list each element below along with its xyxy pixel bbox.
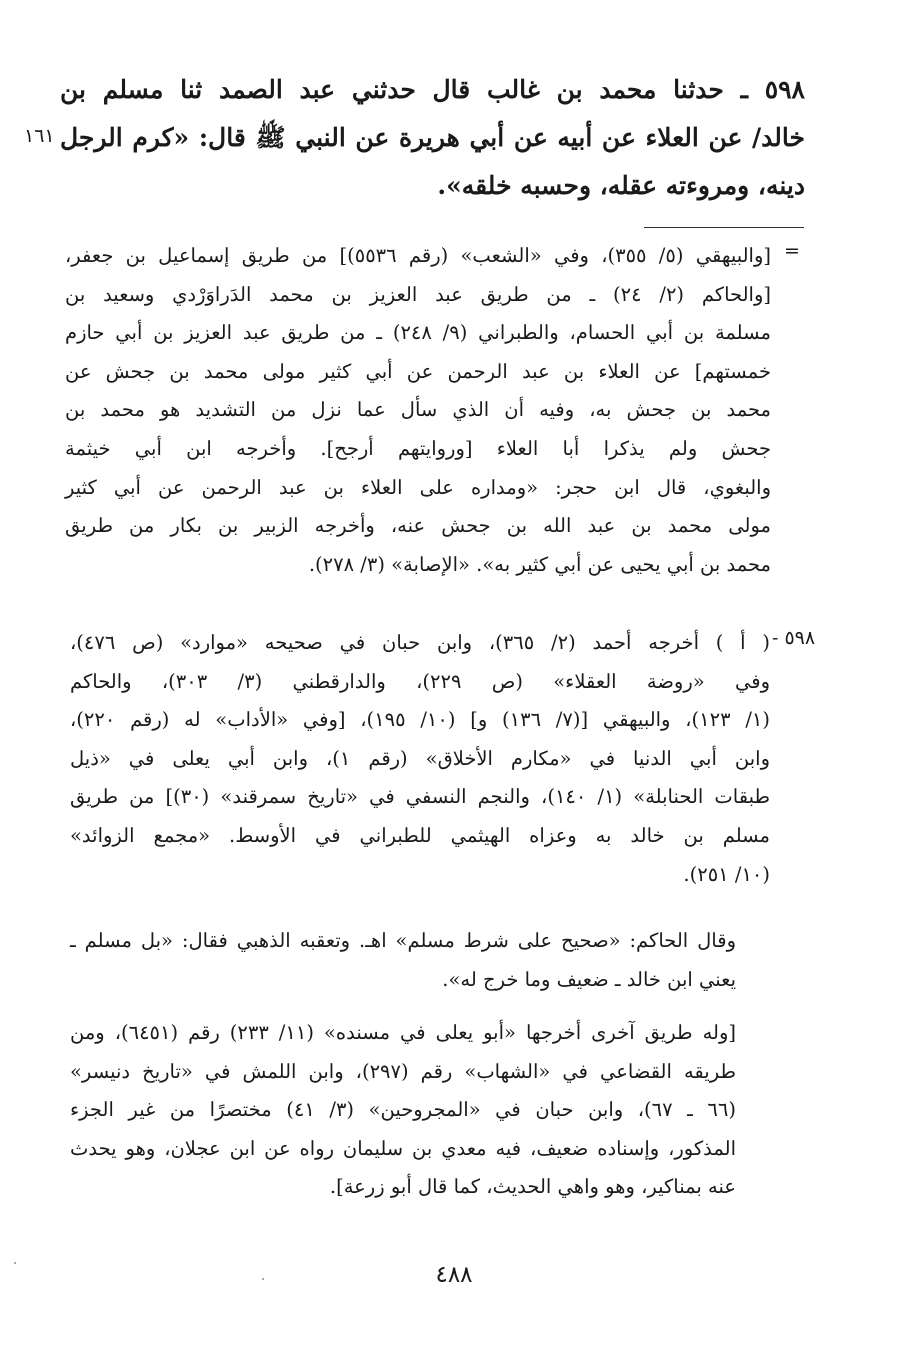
footnote-line: وابن أبي الدنيا في «مكارم الأخلاق» (رقم ١)، وابن أبي يعلى في «ذيل: [70, 746, 770, 770]
footnote-line: وفي «روضة العقلاء» (ص ٢٢٩)، والدارقطني (٣/ ٣٠٣)، والحاكم: [70, 669, 770, 693]
footnote-number: ٥٩٨ -: [772, 627, 816, 649]
hadith-line: خالد/ عن العلاء عن أبيه عن أبي هريرة عن النبي ﷺ قال: «كرم الرجل: [60, 123, 805, 152]
scan-speck: [262, 1278, 264, 1280]
footnote-line: مولى محمد بن عبد الله بن جحش عنه، وأخرجه الزبير بن بكار من طريق: [65, 514, 771, 538]
footnote-line: (١٠/ ٢٥١).: [683, 862, 770, 886]
footnote-separator: [644, 227, 804, 228]
footnote-line: طبقات الحنابلة» (١/ ١٤٠)، والنجم النسفي في «تاريخ سمرقند» (٣٠)] من طريق: [70, 785, 770, 809]
footnote-line: [وله طريق آخرى أخرجها «أبو يعلى في مسنده» (١١/ ٢٣٣) رقم (٦٤٥١)، ومن: [70, 1021, 736, 1044]
footnote-continuation-marker: =: [784, 240, 800, 262]
hadith-line: ٥٩٨ ـ حدثنا محمد بن غالب قال حدثني عبد الصمد ثنا مسلم بن: [60, 75, 805, 104]
footnote-continued: [65, 237, 771, 584]
footnote-line: (١/ ١٢٣)، والبيهقي [(٧/ ١٣٦) و] (١٠/ ١٩٥)، [وفي «الأداب» له (رقم ٢٢٠)،: [70, 708, 770, 732]
hadith-line: دينه، ومروءته عقله، وحسبه خلقه».: [437, 171, 805, 200]
footnote-line: عنه بمناكير، وهو واهي الحديث، كما قال أبو زرعة].: [329, 1175, 736, 1199]
footnote-line: خمستهم] عن العلاء بن عبد الرحمن عن أبي كثير مولى محمد بن جحش عن: [65, 359, 771, 383]
footnote-line: محمد بن أبي يحيى عن أبي كثير به». «الإصابة» (٣/ ٢٧٨).: [308, 552, 771, 576]
hadith-text: [60, 66, 805, 210]
footnote-line: وقال الحاكم: «صحيح على شرط مسلم» اهـ. وتعقبه الذهبي فقال: «بل مسلم ـ: [70, 929, 736, 952]
footnote-line: مسلمة بن أبي الحسام، والطبراني (٩/ ٢٤٨) ـ من طريق عبد العزيز بن أبي حازم: [65, 321, 771, 345]
page-number: ٤٨٨: [435, 1262, 473, 1288]
footnote-line: محمد بن جحش به، وفيه أن الذي سأل عما نزل من التشديد هو محمد بن: [65, 398, 771, 422]
footnote-other-path-paragraph: [70, 1014, 736, 1207]
footnote-line: المذكور، وإسناده ضعيف، فيه معدي بن سليمان رواه عن ابن عجلان، وهو يحدث: [70, 1136, 736, 1160]
footnote-598: [70, 624, 770, 894]
footnote-line: والبغوي، قال ابن حجر: «ومداره على العلاء بن عبد الرحمن عن أبي كثير: [65, 475, 771, 499]
footnote-line: [والبيهقي (٥/ ٣٥٥)، وفي «الشعب» (رقم ٥٥٣٦)] من طريق إسماعيل بن جعفر،: [65, 244, 771, 267]
footnote-line: جحش ولم يذكرا أبا العلاء [وروايتهم أرجح]. وأخرجه ابن أبي خيثمة: [65, 436, 771, 460]
scan-speck: [14, 1262, 16, 1264]
margin-page-reference: ١٦١: [24, 125, 55, 147]
footnote-line: (٦٦ ـ ٦٧)، وابن حبان في «المجروحين» (٣/ ٤١) مختصرًا من غير الجزء: [70, 1098, 736, 1122]
footnote-hakim-paragraph: [70, 922, 736, 999]
footnote-line: ( أ ) أخرجه أحمد (٢/ ٣٦٥)، وابن حبان في صحيحه «موارد» (ص ٤٧٦)،: [70, 631, 770, 654]
footnote-line: [والحاكم (٢/ ٢٤) ـ من طريق عبد العزيز بن محمد الدَراوَرْدي وسعيد بن: [65, 282, 772, 306]
footnote-line: مسلم بن خالد به وعزاه الهيثمي للطبراني في الأوسط. «مجمع الزوائد»: [70, 823, 770, 847]
footnote-line: يعني ابن خالد ـ ضعيف وما خرج له».: [442, 967, 736, 991]
footnote-line: طريقه القضاعي في «الشهاب» رقم (٢٩٧)، وابن اللمش في «تاريخ دنيسر»: [70, 1059, 736, 1083]
